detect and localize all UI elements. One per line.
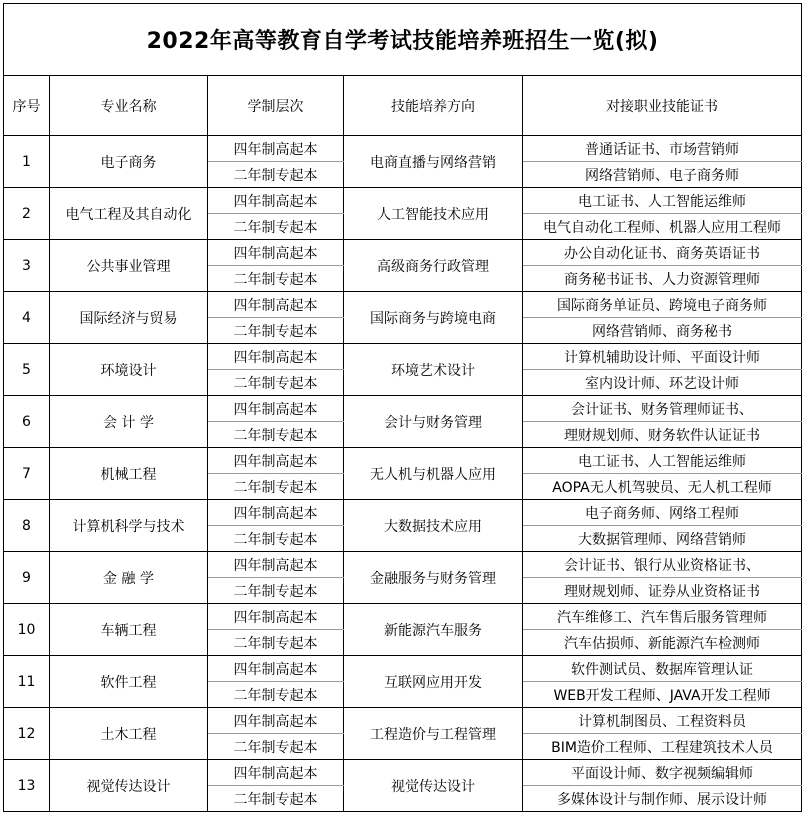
skill-direction: 环境艺术设计 (344, 344, 523, 396)
skill-direction: 会计与财务管理 (344, 396, 523, 448)
skill-direction: 电商直播与网络营销 (344, 136, 523, 188)
certificate-line: 理财规划师、财务软件认证证书 (523, 422, 802, 448)
major-name: 视觉传达设计 (50, 760, 208, 812)
system-level: 二年制专起本 (208, 214, 344, 240)
certificate-line: 网络营销师、商务秘书 (523, 318, 802, 344)
certificate-line: 软件测试员、数据库管理认证 (523, 656, 802, 682)
major-name: 土木工程 (50, 708, 208, 760)
system-level: 二年制专起本 (208, 682, 344, 708)
skill-direction: 人工智能技术应用 (344, 188, 523, 240)
row-number: 1 (4, 136, 50, 188)
system-level: 四年制高起本 (208, 656, 344, 682)
certificate-line: 电工证书、人工智能运维师 (523, 448, 802, 474)
certificate-line: WEB开发工程师、JAVA开发工程师 (523, 682, 802, 708)
table-row (4, 344, 802, 370)
certificate-line: 会计证书、财务管理师证书、 (523, 396, 802, 422)
major-name: 国际经济与贸易 (50, 292, 208, 344)
table-row (4, 240, 802, 266)
row-number: 4 (4, 292, 50, 344)
table-row (4, 604, 802, 630)
certificate-line: BIM造价工程师、工程建筑技术人员 (523, 734, 802, 760)
table-row (4, 292, 802, 318)
header-no: 序号 (4, 76, 50, 136)
system-level: 二年制专起本 (208, 786, 344, 812)
major-name: 计算机科学与技术 (50, 500, 208, 552)
row-number: 12 (4, 708, 50, 760)
system-level: 四年制高起本 (208, 500, 344, 526)
row-number: 5 (4, 344, 50, 396)
row-number: 10 (4, 604, 50, 656)
table-row (4, 708, 802, 734)
row-number: 8 (4, 500, 50, 552)
system-level: 四年制高起本 (208, 708, 344, 734)
skill-direction: 新能源汽车服务 (344, 604, 523, 656)
header-major: 专业名称 (50, 76, 208, 136)
table-row (4, 656, 802, 682)
certificate-line: 理财规划师、证券从业资格证书 (523, 578, 802, 604)
table-row (4, 760, 802, 786)
major-name: 软件工程 (50, 656, 208, 708)
major-name: 电气工程及其自动化 (50, 188, 208, 240)
row-number: 13 (4, 760, 50, 812)
certificate-line: 电工证书、人工智能运维师 (523, 188, 802, 214)
skill-direction: 无人机与机器人应用 (344, 448, 523, 500)
skill-direction: 高级商务行政管理 (344, 240, 523, 292)
header-direction: 技能培养方向 (344, 76, 523, 136)
header-certificates: 对接职业技能证书 (523, 76, 802, 136)
certificate-line: 办公自动化证书、商务英语证书 (523, 240, 802, 266)
system-level: 二年制专起本 (208, 474, 344, 500)
table-row (4, 500, 802, 526)
row-number: 9 (4, 552, 50, 604)
table-row (4, 552, 802, 578)
skill-direction: 互联网应用开发 (344, 656, 523, 708)
major-name: 电子商务 (50, 136, 208, 188)
certificate-line: 商务秘书证书、人力资源管理师 (523, 266, 802, 292)
certificate-line: 多媒体设计与制作师、展示设计师 (523, 786, 802, 812)
skill-direction: 金融服务与财务管理 (344, 552, 523, 604)
major-name: 环境设计 (50, 344, 208, 396)
major-name: 金 融 学 (50, 552, 208, 604)
table-row (4, 448, 802, 474)
certificate-line: 电子商务师、网络工程师 (523, 500, 802, 526)
certificate-line: AOPA无人机驾驶员、无人机工程师 (523, 474, 802, 500)
certificate-line: 会计证书、银行从业资格证书、 (523, 552, 802, 578)
system-level: 四年制高起本 (208, 240, 344, 266)
major-name: 会 计 学 (50, 396, 208, 448)
skill-direction: 工程造价与工程管理 (344, 708, 523, 760)
certificate-line: 普通话证书、市场营销师 (523, 136, 802, 162)
system-level: 二年制专起本 (208, 526, 344, 552)
row-number: 2 (4, 188, 50, 240)
system-level: 二年制专起本 (208, 266, 344, 292)
skill-direction: 国际商务与跨境电商 (344, 292, 523, 344)
system-level: 二年制专起本 (208, 630, 344, 656)
row-number: 3 (4, 240, 50, 292)
certificate-line: 室内设计师、环艺设计师 (523, 370, 802, 396)
system-level: 二年制专起本 (208, 162, 344, 188)
system-level: 二年制专起本 (208, 422, 344, 448)
major-name: 机械工程 (50, 448, 208, 500)
certificate-line: 电气自动化工程师、机器人应用工程师 (523, 214, 802, 240)
certificate-line: 计算机辅助设计师、平面设计师 (523, 344, 802, 370)
table-row (4, 136, 802, 162)
skill-direction: 大数据技术应用 (344, 500, 523, 552)
system-level: 四年制高起本 (208, 136, 344, 162)
system-level: 四年制高起本 (208, 448, 344, 474)
system-level: 二年制专起本 (208, 370, 344, 396)
table-row (4, 396, 802, 422)
header-row (4, 76, 802, 136)
system-level: 四年制高起本 (208, 292, 344, 318)
skill-direction: 视觉传达设计 (344, 760, 523, 812)
system-level: 四年制高起本 (208, 396, 344, 422)
certificate-line: 汽车估损师、新能源汽车检测师 (523, 630, 802, 656)
certificate-line: 汽车维修工、汽车售后服务管理师 (523, 604, 802, 630)
table-body (4, 136, 802, 812)
certificate-line: 平面设计师、数字视频编辑师 (523, 760, 802, 786)
system-level: 四年制高起本 (208, 604, 344, 630)
table-title: 2022年高等教育自学考试技能培养班招生一览(拟) (4, 4, 802, 76)
certificate-line: 网络营销师、电子商务师 (523, 162, 802, 188)
system-level: 四年制高起本 (208, 552, 344, 578)
enrollment-table (3, 3, 802, 812)
certificate-line: 计算机制图员、工程资料员 (523, 708, 802, 734)
system-level: 四年制高起本 (208, 344, 344, 370)
row-number: 6 (4, 396, 50, 448)
certificate-line: 大数据管理师、网络营销师 (523, 526, 802, 552)
system-level: 四年制高起本 (208, 760, 344, 786)
row-number: 7 (4, 448, 50, 500)
certificate-line: 国际商务单证员、跨境电子商务师 (523, 292, 802, 318)
row-number: 11 (4, 656, 50, 708)
system-level: 二年制专起本 (208, 734, 344, 760)
system-level: 二年制专起本 (208, 578, 344, 604)
header-system: 学制层次 (208, 76, 344, 136)
system-level: 四年制高起本 (208, 188, 344, 214)
table-row (4, 188, 802, 214)
major-name: 公共事业管理 (50, 240, 208, 292)
major-name: 车辆工程 (50, 604, 208, 656)
system-level: 二年制专起本 (208, 318, 344, 344)
